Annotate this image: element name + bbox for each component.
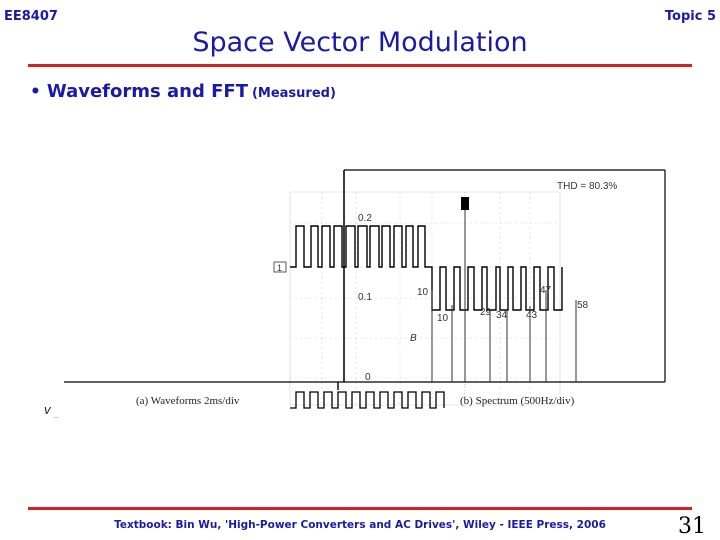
harmonic-label: 58 bbox=[577, 300, 589, 311]
harmonic-label: 10 bbox=[437, 313, 449, 324]
caption-waveforms: (a) Waveforms 2ms/div bbox=[136, 395, 240, 407]
bullet-text: Waveforms and FFT bbox=[46, 81, 248, 102]
caption-spectrum: (b) Spectrum (500Hz/div) bbox=[460, 395, 575, 407]
spectrum-frame bbox=[64, 170, 665, 382]
v-subscript: ... bbox=[53, 413, 59, 420]
bullet-note: (Measured) bbox=[251, 86, 336, 101]
v-label: v bbox=[44, 402, 51, 417]
harmonic-label: 47 bbox=[540, 285, 552, 296]
harmonic-label: 34 bbox=[496, 310, 508, 321]
bottom-divider bbox=[28, 507, 692, 510]
b-marker: B bbox=[410, 333, 417, 344]
scale-label-0-2: 0.2 bbox=[358, 213, 372, 224]
slide-title: Space Vector Modulation bbox=[192, 27, 528, 58]
step-signal bbox=[338, 170, 344, 390]
topic-label: Topic 5 bbox=[664, 9, 716, 24]
bullet-dot: • bbox=[30, 82, 41, 102]
lower-waveform bbox=[290, 392, 444, 408]
page-number: 31 bbox=[678, 514, 706, 539]
course-code: EE8407 bbox=[4, 9, 58, 24]
scope-grid bbox=[290, 192, 560, 405]
scale-label-0: 0 bbox=[365, 372, 371, 383]
thd-label: THD = 80.3% bbox=[557, 181, 618, 192]
channel-marker: 1 bbox=[277, 263, 283, 273]
scale-label-0-1: 0.1 bbox=[358, 292, 372, 303]
textbook-footer: Textbook: Bin Wu, 'High-Power Converters and AC Drives', Wiley - IEEE Press, 2006 bbox=[114, 519, 606, 531]
harmonic-label: 43 bbox=[526, 310, 538, 321]
harmonic-label: 10 bbox=[417, 287, 429, 298]
harmonic-label: 29 bbox=[480, 307, 492, 318]
fundamental-marker bbox=[461, 197, 469, 210]
